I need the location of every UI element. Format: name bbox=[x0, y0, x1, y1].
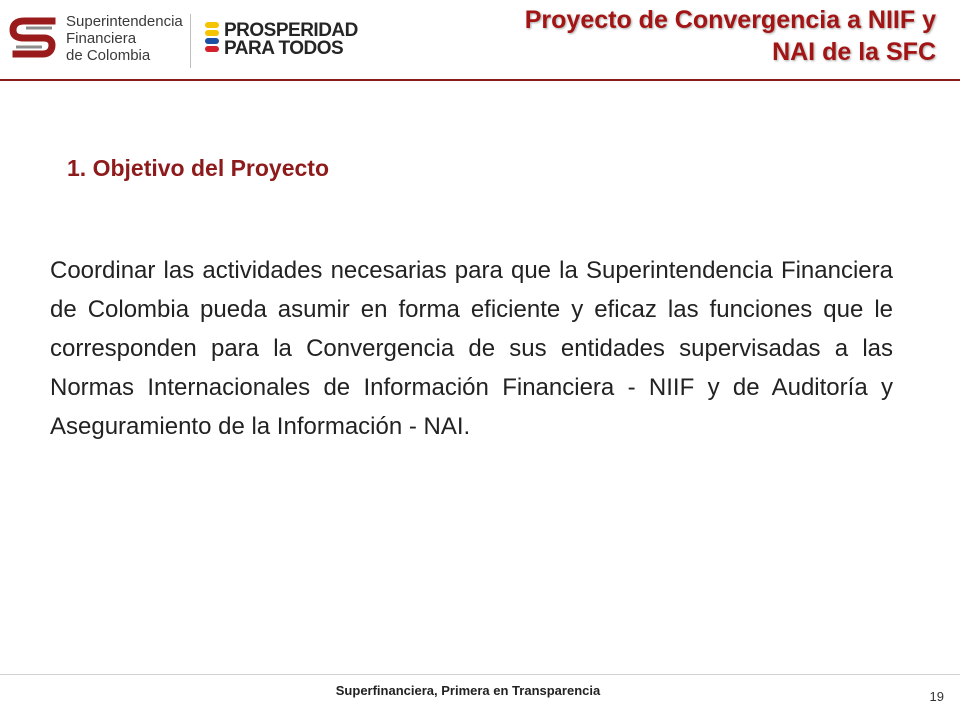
objective-paragraph: Coordinar las actividades necesarias para que la Superintendencia Financiera de Colombia pueda asumir en forma eficiente y eficaz las funciones que le corresponden para la Convergencia de sus entidades supervisadas a las Normas Internacionales de Información Financiera - NIIF y de Auditoría y Aseguramiento de la Información - NAI. bbox=[50, 257, 893, 440]
footer-rule bbox=[0, 674, 960, 675]
footer-tagline: Superfinanciera, Primera en Transparencia bbox=[335, 683, 601, 698]
sfc-name-line-3: de Colombia bbox=[66, 47, 151, 64]
sfc-s-logo-icon bbox=[8, 12, 60, 64]
slide-title bbox=[376, 4, 936, 68]
page-number: 19 bbox=[929, 689, 944, 704]
slide-title-line-1: Proyecto de Convergencia a NIIF y bbox=[524, 6, 936, 34]
logo-divider bbox=[190, 14, 191, 68]
slide-title-line-2: NAI de la SFC bbox=[772, 38, 936, 66]
pp-line-2: PARA TODOS bbox=[224, 38, 344, 59]
section-heading: 1. Objetivo del Proyecto bbox=[67, 155, 330, 181]
slide-header bbox=[0, 0, 960, 80]
sfc-wordmark bbox=[66, 13, 183, 64]
header-rule bbox=[0, 79, 960, 81]
sfc-name-line-1: Superintendencia bbox=[66, 13, 183, 30]
prosperidad-wordmark bbox=[224, 22, 358, 58]
sfc-name-line-2: Financiera bbox=[66, 30, 137, 47]
prosperidad-flag-icon bbox=[203, 20, 221, 58]
pp-line-1: PROSPERIDAD bbox=[224, 20, 358, 41]
